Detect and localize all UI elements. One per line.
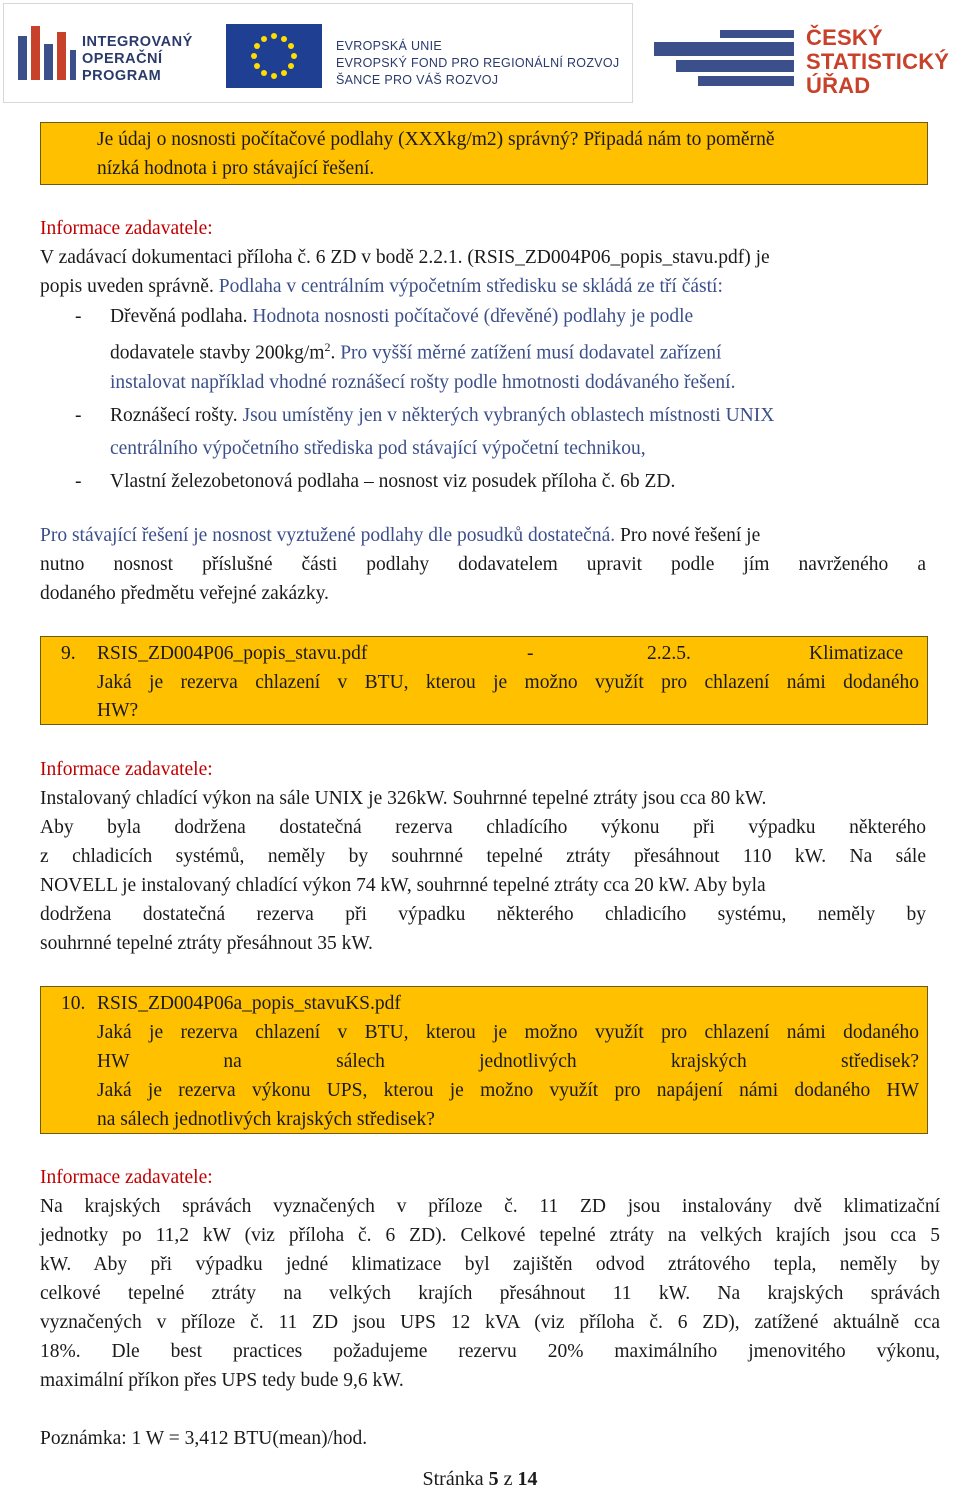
answer-text-segment: Pro stávající řešení je nosnost vyztužené podlahy dle posudků dostatečná. bbox=[40, 525, 616, 546]
answer-text-line bbox=[40, 525, 760, 547]
question-dash: - bbox=[527, 643, 534, 664]
eu-flag-icon bbox=[226, 24, 322, 88]
answer-text-line: NOVELL je instalovaný chladící výkon 74 kW, souhrnné tepelné ztráty cca 20 kW. Aby byla bbox=[40, 875, 766, 896]
bullet-item-grates bbox=[110, 405, 774, 427]
answer-text-segment: Pro nové řešení je bbox=[615, 525, 761, 546]
answer-text-line: maximální příkon přes UPS tedy bude 9,6 kW. bbox=[40, 1370, 404, 1391]
answer-text-line: nutno nosnost příslušné části podlahy dodavatelem upravit podle jím navrženého a bbox=[40, 554, 926, 575]
question-text-line: Je údaj o nosnosti počítačové podlahy (XXXkg/m2) správný? Připadá nám to poměrně bbox=[97, 129, 775, 150]
question-text-line: HW? bbox=[97, 700, 139, 721]
question-text-line: HW na sálech jednotlivých krajských středisek? bbox=[97, 1051, 919, 1072]
answer-text-segment: popis uveden správně. bbox=[40, 276, 214, 297]
footer-total-pages: 14 bbox=[517, 1468, 538, 1490]
answer-text-line: 18%. Dle best practices požadujeme rezervu 20% maximálního jmenovitého výkonu, bbox=[40, 1341, 940, 1362]
question-box-9 bbox=[40, 636, 928, 725]
bullet-item-line: instalovat například vhodné roznášecí rošty podle hmotnosti dodávaného řešení. bbox=[110, 372, 736, 393]
answer-text-segment: Dřevěná podlaha. bbox=[110, 306, 248, 327]
answer-text-segment-highlighted: Pro vyšší měrné zatížení musí dodavatel zařízení bbox=[335, 342, 722, 364]
answer-text-segment: dodavatele stavby 200kg/m bbox=[110, 342, 325, 364]
question-box-top bbox=[40, 122, 928, 185]
answer-text-line: Na krajských správách vyznačených v příloze č. 11 ZD jsou instalovány dvě klimatizační bbox=[40, 1196, 940, 1217]
answer-text-line: z chladicích systémů, neměly by souhrnné tepelné ztráty přesáhnout 110 kW. Na sále bbox=[40, 846, 926, 867]
answer-heading: Informace zadavatele: bbox=[40, 759, 213, 780]
answer-text-segment-highlighted: Hodnota nosnosti počítačové (dřevěné) podlahy je podle bbox=[247, 306, 694, 327]
question-number: 9. bbox=[61, 643, 76, 664]
answer-text-line: dodaného předmětu veřejné zakázky. bbox=[40, 583, 329, 604]
bullet-item-wood-floor bbox=[110, 306, 693, 328]
answer-text-line: souhrnné tepelné ztráty přesáhnout 35 kW. bbox=[40, 933, 373, 954]
question-number: 10. bbox=[61, 993, 86, 1014]
answer-text-line: jednotky po 11,2 kW (viz příloha č. 6 ZD). Celkové tepelné ztráty na velkých krajích jsou cca 5 bbox=[40, 1225, 940, 1246]
answer-text-line bbox=[40, 276, 723, 298]
answer-text-line: celkové tepelné ztráty na velkých krajích přesáhnout 11 kW. Na krajských správách bbox=[40, 1283, 940, 1304]
answer-text-segment: Roznášecí rošty. bbox=[110, 405, 238, 426]
bullet-dash: - bbox=[75, 405, 82, 426]
bullet-dash: - bbox=[75, 306, 82, 327]
question-file-name: RSIS_ZD004P06_popis_stavu.pdf bbox=[97, 643, 368, 664]
eu-logo-text: EVROPSKÁ UNIE EVROPSKÝ FOND PRO REGIONÁLNÍ ROZVOJ ŠANCE PRO VÁŠ ROZVOJ bbox=[336, 39, 620, 87]
question-section: 2.2.5. bbox=[647, 643, 691, 664]
question-text-line: nízká hodnota i pro stávající řešení. bbox=[97, 158, 375, 179]
footer-page-number: 5 bbox=[488, 1468, 499, 1490]
answer-text-line: dodržena dostatečná rezerva při výpadku některého chladicího systému, neměly by bbox=[40, 904, 926, 925]
superscript: 2 bbox=[324, 340, 331, 354]
question-text-line: Jaká je rezerva chlazení v BTU, kterou je možno využít pro chlazení námi dodaného bbox=[97, 672, 919, 693]
bullet-item-concrete: Vlastní železobetonová podlaha – nosnost viz posudek příloha č. 6b ZD. bbox=[110, 471, 676, 492]
question-box-10 bbox=[40, 986, 928, 1134]
funding-logos bbox=[3, 3, 633, 103]
answer-text-segment-highlighted: Podlaha v centrálním výpočetním středisku se skládá ze tří částí: bbox=[213, 276, 723, 297]
answer-heading: Informace zadavatele: bbox=[40, 1167, 213, 1188]
answer-text-line: V zadávací dokumentaci příloha č. 6 ZD v bodě 2.2.1. (RSIS_ZD004P06_popis_stavu.pdf) je bbox=[40, 247, 770, 268]
question-file-name: RSIS_ZD004P06a_popis_stavuKS.pdf bbox=[97, 993, 401, 1014]
page-footer bbox=[0, 1468, 960, 1491]
answer-text-segment-highlighted: Jsou umístěny jen v některých vybraných oblastech místnosti UNIX bbox=[237, 405, 775, 426]
footer-label: Stránka bbox=[422, 1468, 484, 1490]
answer-text-line: kW. Aby při výpadku jedné klimatizace byl zajištěn odvod ztrátového tepla, neměly by bbox=[40, 1254, 940, 1275]
footer-of: z bbox=[503, 1468, 513, 1490]
bullet-item-line bbox=[110, 340, 721, 365]
question-text-line: Jaká je rezerva chlazení v BTU, kterou je možno využít pro chlazení námi dodaného bbox=[97, 1022, 919, 1043]
iop-logo-text: INTEGROVANÝ OPERAČNÍ PROGRAM bbox=[82, 34, 193, 84]
question-text-line: na sálech jednotlivých krajských středisek? bbox=[97, 1109, 435, 1130]
answer-text-line: vyznačených v příloze č. 11 ZD jsou UPS 12 kVA (viz příloha č. 6 ZD), zatížené aktuálně cca bbox=[40, 1312, 940, 1333]
answer-heading: Informace zadavatele: bbox=[40, 218, 213, 239]
question-text-line: Jaká je rezerva výkonu UPS, kterou je možno využít pro napájení námi dodaného HW bbox=[97, 1080, 919, 1101]
answer-text-segment: . bbox=[330, 342, 336, 364]
question-topic: Klimatizace bbox=[809, 643, 904, 664]
bullet-dash: - bbox=[75, 471, 82, 492]
answer-text-line: Aby byla dodržena dostatečná rezerva chladícího výkonu při výpadku některého bbox=[40, 817, 926, 838]
bullet-item-line: centrálního výpočetního střediska pod stávající výpočetní technikou, bbox=[110, 438, 646, 459]
note-text: Poznámka: 1 W = 3,412 BTU(mean)/hod. bbox=[40, 1428, 368, 1449]
answer-text-line: Instalovaný chladící výkon na sále UNIX je 326kW. Souhrnné tepelné ztráty jsou cca 80 kW. bbox=[40, 788, 767, 809]
csu-logo-text: ČESKÝ STATISTICKÝ ÚŘAD bbox=[806, 25, 950, 98]
page-header bbox=[0, 0, 960, 108]
